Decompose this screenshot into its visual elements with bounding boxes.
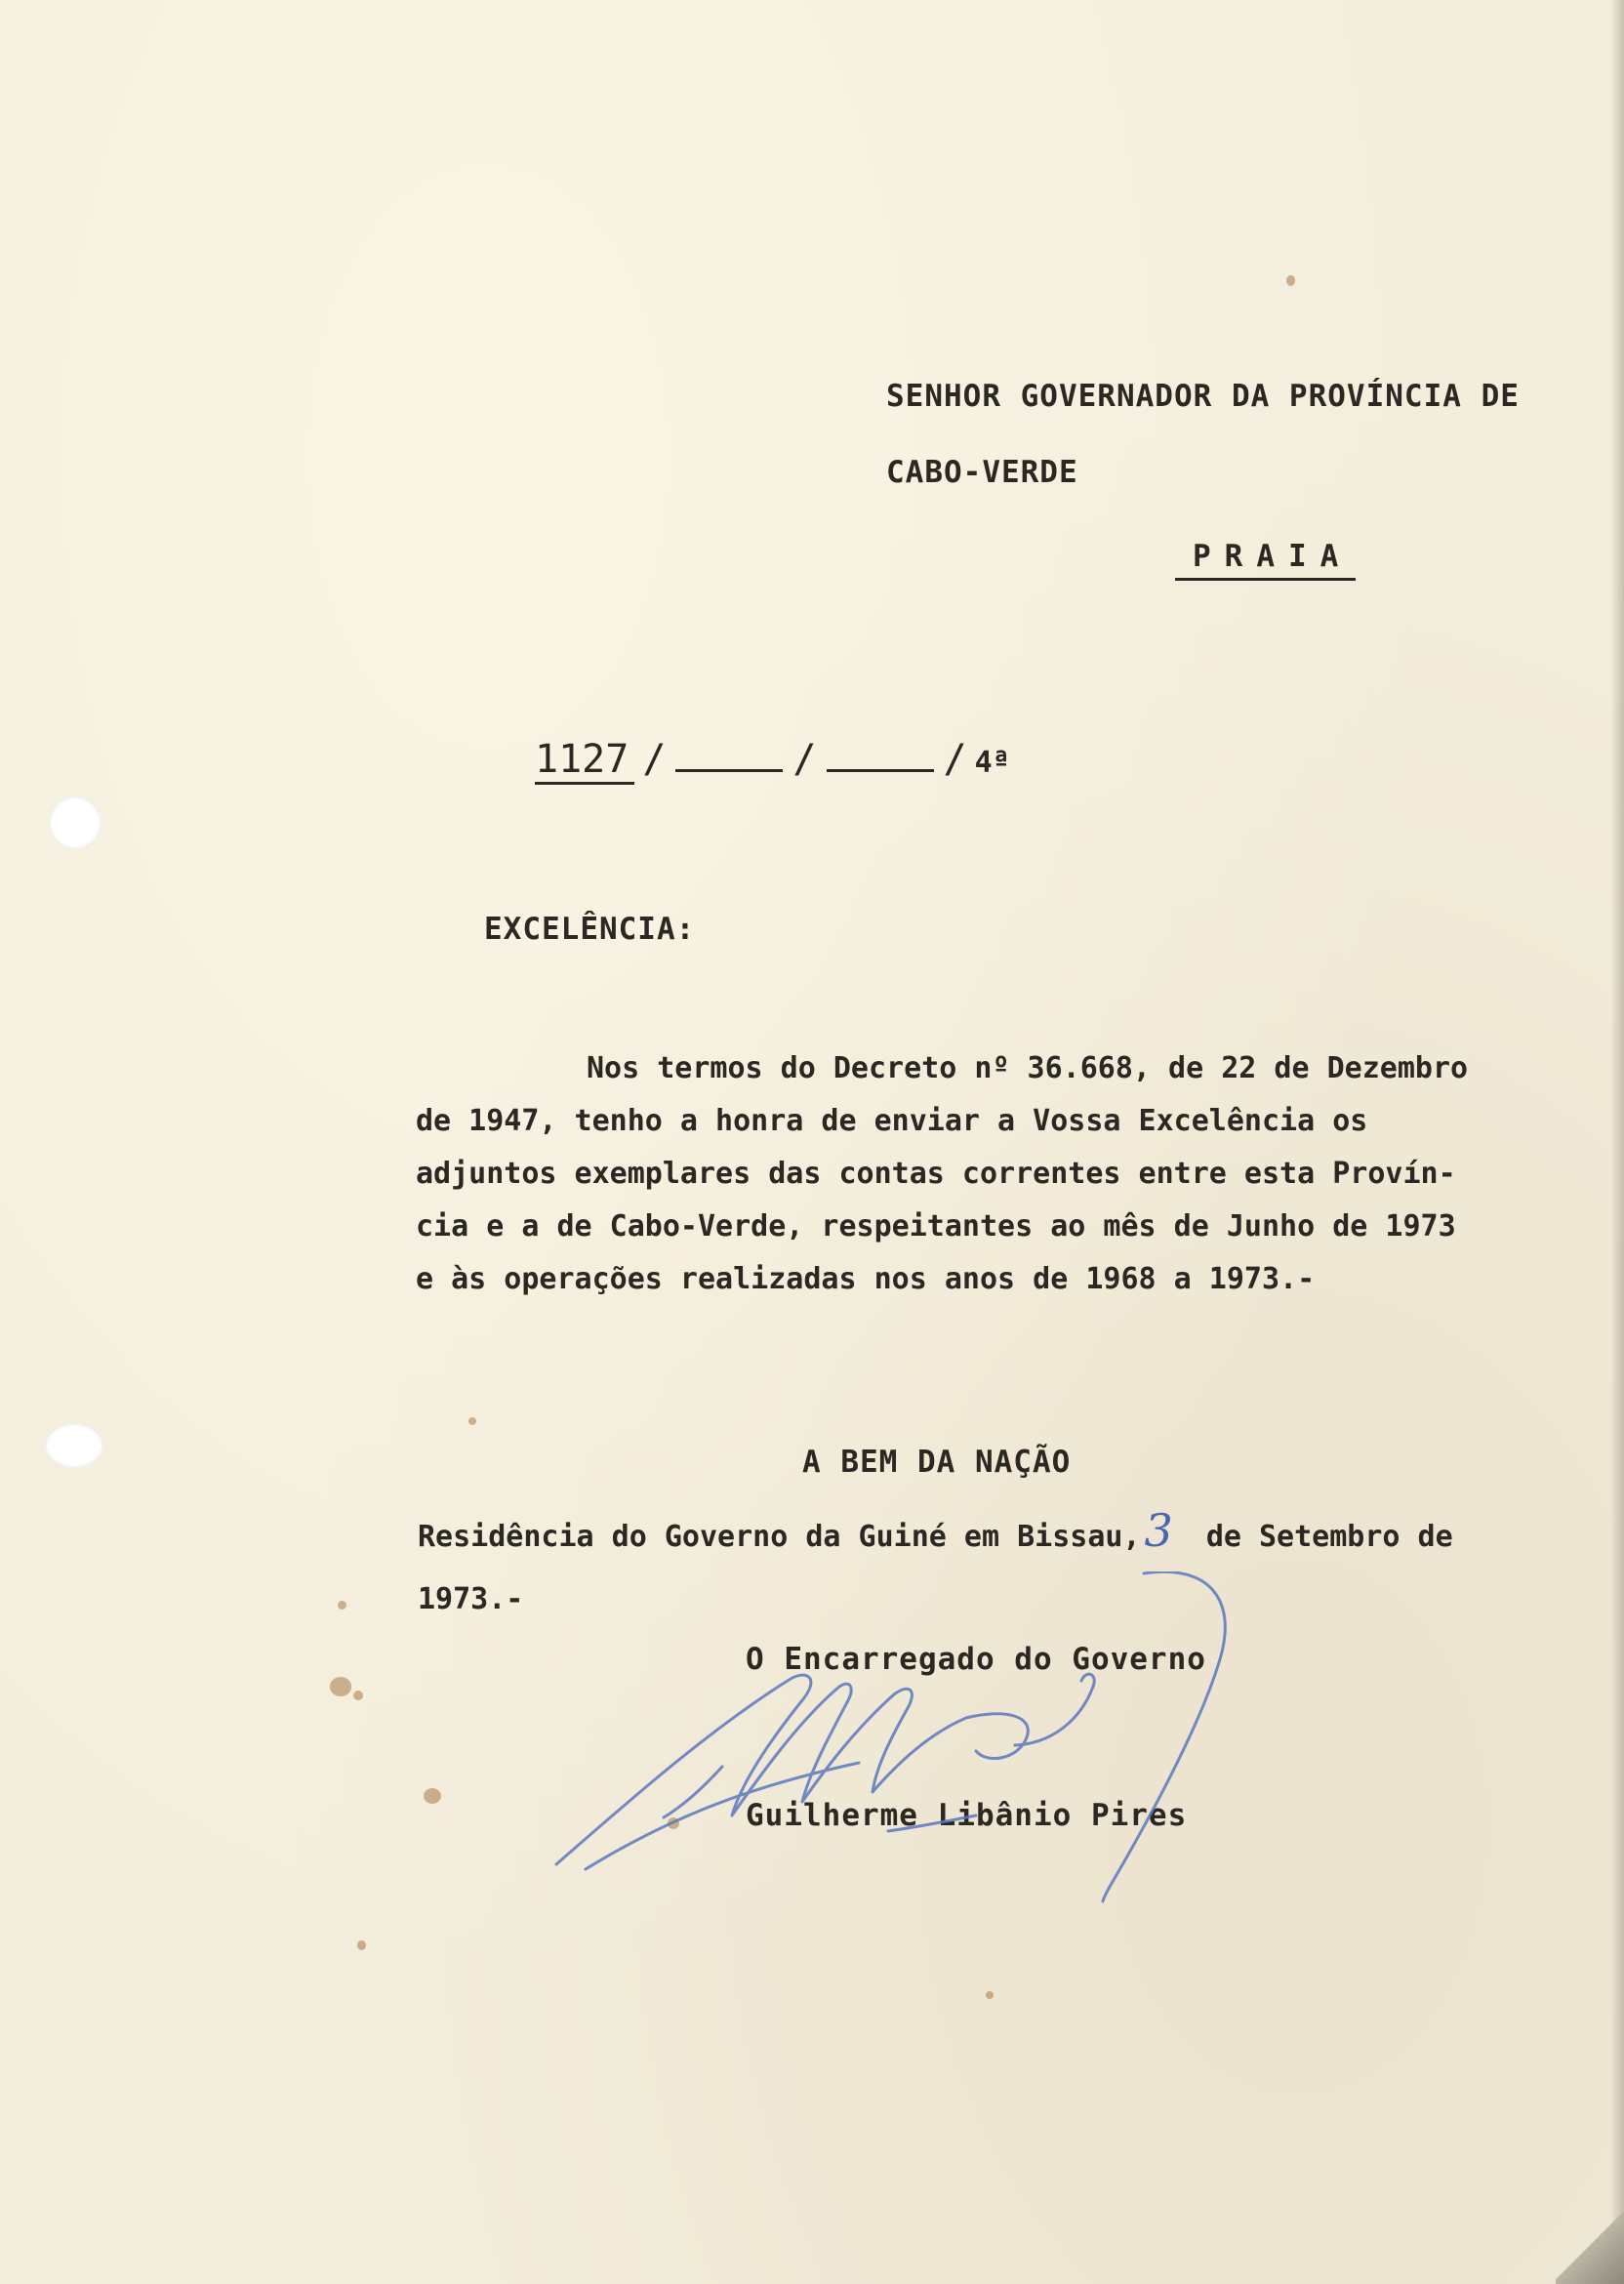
- reference-suffix: 4ª: [974, 746, 1010, 780]
- body-line: cia e a de Cabo-Verde, respeitantes ao mês de Junho de 1973: [416, 1209, 1456, 1244]
- place-date-line-2: 1973.-: [418, 1582, 524, 1616]
- place-date-line-1: [418, 1499, 1453, 1569]
- body-line: Nos termos do Decreto nº 36.668, de 22 de Dezembro: [587, 1051, 1469, 1085]
- reference-separator: /: [943, 737, 967, 782]
- signatory-role: O Encarregado do Governo: [746, 1642, 1206, 1677]
- salutation: EXCELÊNCIA:: [484, 912, 696, 947]
- stain: [338, 1601, 346, 1610]
- stain: [357, 1940, 366, 1950]
- addressee-city: PRAIA: [1175, 539, 1356, 581]
- handwritten-day: 3: [1144, 1504, 1173, 1557]
- page-edge-shadow: [1610, 0, 1624, 2284]
- reference-blank-2: [827, 734, 934, 772]
- body-line: adjuntos exemplares das contas correntes entre esta Provín-: [416, 1157, 1456, 1191]
- closing-formula: A BEM DA NAÇÃO: [802, 1445, 1072, 1480]
- page-corner-curl: [1556, 2206, 1624, 2284]
- stain: [330, 1677, 351, 1696]
- addressee-line-1: SENHOR GOVERNADOR DA PROVÍNCIA DE: [886, 379, 1520, 414]
- punch-hole-upper: [49, 796, 102, 849]
- body-paragraph: [416, 1042, 1558, 1306]
- reference-separator: /: [642, 737, 667, 782]
- stain: [468, 1417, 476, 1425]
- body-line: de 1947, tenho a honra de enviar a Vossa Excelência os: [416, 1104, 1368, 1138]
- stain: [986, 1991, 994, 1999]
- body-line: e às operações realizadas nos anos de 1968 a 1973.-: [416, 1262, 1316, 1296]
- reference-number: 1127: [535, 737, 634, 785]
- stain: [1286, 275, 1295, 286]
- place-text: Residência do Governo da Guiné em Bissau,: [418, 1520, 1141, 1554]
- stain: [353, 1691, 363, 1700]
- stain: [424, 1788, 441, 1804]
- handwritten-signature: [547, 1571, 1269, 1903]
- addressee-line-2: CABO-VERDE: [886, 455, 1078, 490]
- punch-hole-lower: [45, 1423, 103, 1468]
- reference-separator: /: [792, 737, 817, 782]
- month-text: de Setembro de: [1205, 1520, 1453, 1554]
- reference-line: [535, 734, 1010, 785]
- reference-blank-1: [675, 734, 783, 772]
- signatory-name: Guilherme Libânio Pires: [746, 1798, 1188, 1833]
